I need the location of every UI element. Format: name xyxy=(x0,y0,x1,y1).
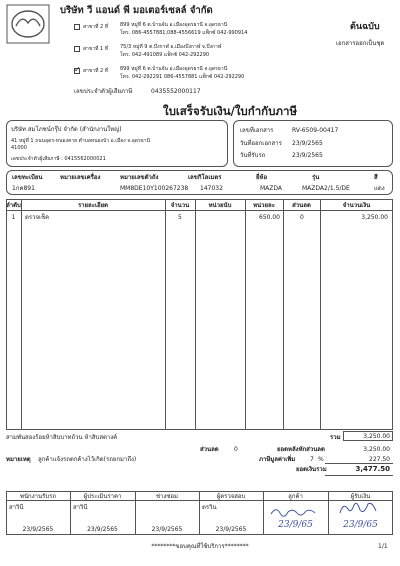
company-tax-label: เลขประจำตัวผู้เสียภาษี xyxy=(74,88,133,95)
issue-date-label: วันที่ออกเอกสาร xyxy=(240,140,282,147)
branch-address: 899 หมู่ที่ 6 ต.บ้านจั่น อ.เมืองอุดรธานี จ.อุดรธานี xyxy=(120,66,228,72)
customer-postcode: 41000 xyxy=(11,145,27,151)
sum-label: รวม xyxy=(330,434,341,441)
net-total-value: 3,477.50 xyxy=(355,465,390,473)
total-underline xyxy=(325,475,393,476)
col-header-unit-price: หน่วยละ xyxy=(253,202,275,209)
vat-percent-sign: % xyxy=(318,456,324,463)
document-title: ใบเสร็จรับเงิน/ใบกำกับภาษี xyxy=(162,104,298,118)
receive-date-label: วันที่รับรถ xyxy=(240,152,266,159)
vat-label: ภาษีมูลค่าเพิ่ม xyxy=(259,456,296,463)
vat-value: 227.50 xyxy=(369,456,390,463)
doc-number-label: เลขที่เอกสาร xyxy=(240,127,274,134)
branch-phone: โทร. 086-4557881,088-4556619 แฟ็กซ์ 042-990914 xyxy=(120,30,248,36)
total-divider xyxy=(325,463,393,464)
customer-tax-id: เลขประจำตัวผู้เสียภาษี : 0415562000021 xyxy=(11,156,106,162)
sig-name-appraiser: สาวินี xyxy=(73,504,88,511)
receive-date: 23/9/2565 xyxy=(292,152,323,159)
col-header-no: ลำดับ xyxy=(6,202,21,209)
check-mark-icon: ✓ xyxy=(74,65,81,74)
sig-header-cashier: ผู้รับเงิน xyxy=(350,493,371,500)
issue-date: 23/9/2565 xyxy=(292,140,323,147)
color-value: แดง xyxy=(374,185,385,192)
thank-you-text: ********ขอบคุณที่ใช้บริการ******** xyxy=(151,543,249,550)
sig-header-inspector: ผู้ตรวจสอบ xyxy=(216,493,246,500)
item-no: 1 xyxy=(11,214,16,221)
sig-header-mechanic: ช่างซ่อม xyxy=(155,493,178,500)
sig-name-inspector: ตรวิน xyxy=(202,504,217,511)
page-number: 1/1 xyxy=(378,543,388,550)
model-header: รุ่น xyxy=(312,174,320,181)
brand-value: MAZDA xyxy=(260,185,283,192)
col-header-unit: หน่วยนับ xyxy=(208,202,232,209)
col-header-discount: ส่วนลด xyxy=(292,202,311,209)
col-divider xyxy=(21,199,22,430)
customer-name: บริษัท สมโภชน์กรุ๊ป จำกัด (สำนักงานใหญ่) xyxy=(11,126,122,133)
branch-checkbox-2[interactable] xyxy=(74,46,80,52)
sig-date-appraiser: 23/9/2565 xyxy=(87,526,118,533)
sig-name-receiver: สาวินี xyxy=(9,504,24,511)
col-divider xyxy=(320,199,321,430)
discount-label: ส่วนลด xyxy=(200,446,219,453)
company-tax-id: 0435552000117 xyxy=(151,88,201,95)
branch-address: 899 หมู่ที่ 6 ต.บ้านจั่น อ.เมืองอุดรธานี จ.อุดรธานี xyxy=(120,22,228,28)
item-description: ตรวจเช็ค xyxy=(25,214,50,221)
sig-date-customer: 23/9/65 xyxy=(278,520,313,530)
mazda-logo xyxy=(6,4,50,44)
sig-date-mechanic: 23/9/2565 xyxy=(151,526,183,533)
doc-number: RV-6509-00417 xyxy=(292,127,339,134)
customer-address: 41 หมู่ที่ 1 ถนนอุดร-หนองคาย ตำบลหนองบัว อ.เมือง จ.อุดรธานี xyxy=(11,138,151,144)
col-header-amount: จำนวนเงิน xyxy=(342,202,371,209)
branch-code: สาขาที่ 2 ที่ xyxy=(83,24,109,30)
col-divider xyxy=(195,199,196,430)
branch-checkbox-1[interactable] xyxy=(74,24,80,30)
mileage-header: เลขกิโลเมตร xyxy=(188,174,222,181)
item-qty: 5 xyxy=(178,214,182,221)
vat-rate: 7 xyxy=(310,456,314,463)
items-header-divider xyxy=(6,210,393,211)
original-copy-label: ต้นฉบับ xyxy=(350,22,380,32)
col-header-qty: จำนวน xyxy=(170,202,190,209)
sig-date-cashier: 23/9/65 xyxy=(343,520,378,530)
sig-header-appraiser: ผู้ประเมินราคา xyxy=(83,493,122,500)
sig-date-inspector: 23/9/2565 xyxy=(215,526,247,533)
after-discount-value: 3,250.00 xyxy=(363,446,390,453)
mileage-value: 147032 xyxy=(200,185,223,192)
items-table xyxy=(6,199,393,430)
company-name: บริษัท วี แอนด์ พี มอเตอร์เซลล์ จำกัด xyxy=(60,5,213,16)
plate-value: 1กค891 xyxy=(12,185,35,192)
branch-phone: โทร. 042-292291 086-4557881 แฟ็กซ์ 042-292290 xyxy=(120,74,245,80)
engine-no-header: หมายเลขเครื่อง xyxy=(60,174,101,181)
sig-date-receiver: 23/9/2565 xyxy=(22,526,54,533)
col-divider xyxy=(283,199,284,430)
col-divider xyxy=(245,199,246,430)
item-unit-price: 650.00 xyxy=(259,214,280,221)
item-amount: 3,250.00 xyxy=(361,214,388,221)
sig-header-receiver: พนักงานรับรถ xyxy=(20,493,56,500)
chassis-no-header: หมายเลขตัวถัง xyxy=(120,174,159,181)
brand-header: ยี่ห้อ xyxy=(256,174,268,181)
branch-code: สาขาที่ 1 ที่ xyxy=(83,46,109,52)
plate-header: เลขทะเบียน xyxy=(12,174,43,181)
net-total-label: ยอดเงินรวม xyxy=(296,466,327,473)
note-text: ลูกค้าแจ้งรถตกค้างไว้เกิด(รถยกมาถึง) xyxy=(38,456,137,463)
col-divider xyxy=(165,199,166,430)
sig-header-customer: ลูกค้า xyxy=(288,493,303,500)
chassis-no-value: MM8DE10Y100267238 xyxy=(120,185,189,192)
item-discount: 0 xyxy=(300,214,304,221)
col-header-description: รายละเอียด xyxy=(77,202,109,209)
model-value: MAZDA2/1.5/DE xyxy=(302,185,350,192)
note-label: หมายเหตุ xyxy=(6,456,31,463)
sum-value: 3,250.00 xyxy=(363,433,390,440)
discount-value: 0 xyxy=(234,446,238,453)
after-discount-label: ยอดหลังหักส่วนลด xyxy=(277,446,325,453)
customer-signature xyxy=(268,503,318,517)
color-header: สี xyxy=(374,174,378,181)
branch-phone: โทร. 042-491089 แฟ็กซ์ 042-292290 xyxy=(120,52,210,58)
document-set-label: เอกสารออกเป็นชุด xyxy=(336,40,385,47)
branch-address: 75/3 หมู่ที่ 9 ต.บึงกาฬ อ.เมืองบึงกาฬ จ.บึงกาฬ xyxy=(120,44,222,50)
amount-in-words: สามพันสองร้อยห้าสิบบาทถ้วน ห้าสิบสตางค์ xyxy=(6,434,118,441)
branch-code: สาขาที่ 2 ที่ xyxy=(83,68,109,74)
cashier-signature xyxy=(336,499,382,517)
